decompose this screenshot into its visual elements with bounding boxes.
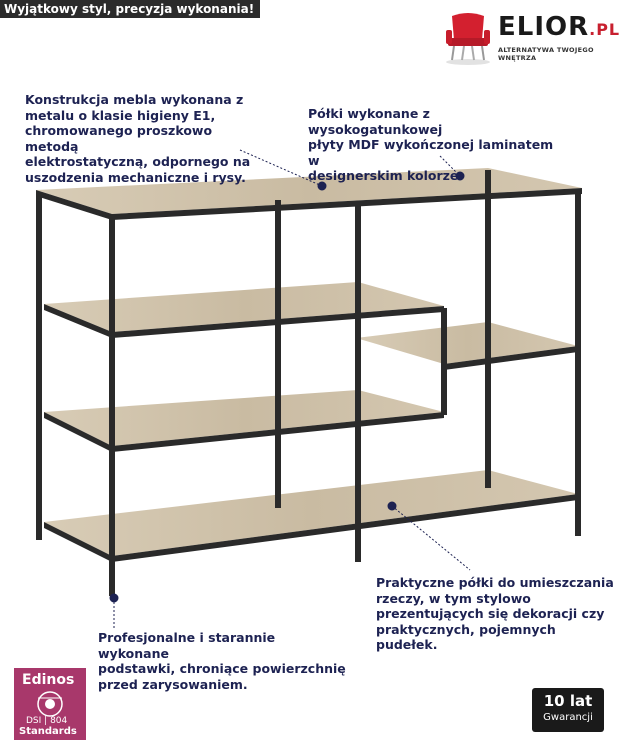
edinos-badge: Edinos DSI | 804 Standards [14, 668, 86, 740]
warranty-badge: 10 lat Gwarancji [532, 688, 604, 732]
annotation-practical: Praktyczne półki do umieszczania rzeczy, w tym stylowo prezentujących się dekoracji czy praktycznych, pojemnych pudełek. [376, 575, 614, 652]
small-right-shelf [356, 322, 578, 364]
annotation-shelves: Półki wykonane z wysokogatunkowej płyty MDF wykończonej laminatem w designerskim kolorze. [308, 106, 554, 183]
dot-marker-icon [388, 502, 396, 510]
annotation-frame: Konstrukcja mebla wykonana z metalu o klasie higieny E1, chromowanego proszkowo metodą elektrostatyczną, odpornego na uszodzenia mechaniczne i rysy. [25, 92, 251, 185]
top-banner: Wyjątkowy styl, precyzja wykonania! [0, 0, 260, 18]
logo-name: ELIOR.PL [498, 12, 621, 42]
bottom-shelf [44, 470, 578, 556]
dot-marker-icon [110, 594, 118, 602]
annotation-feet: Profesjonalne i starannie wykonane podstawki, chroniące powierzchnię przed zarysowaniem. [98, 630, 346, 692]
logo-tagline: ALTERNATYWA TWOJEGO WNĘTRZA [498, 46, 594, 62]
